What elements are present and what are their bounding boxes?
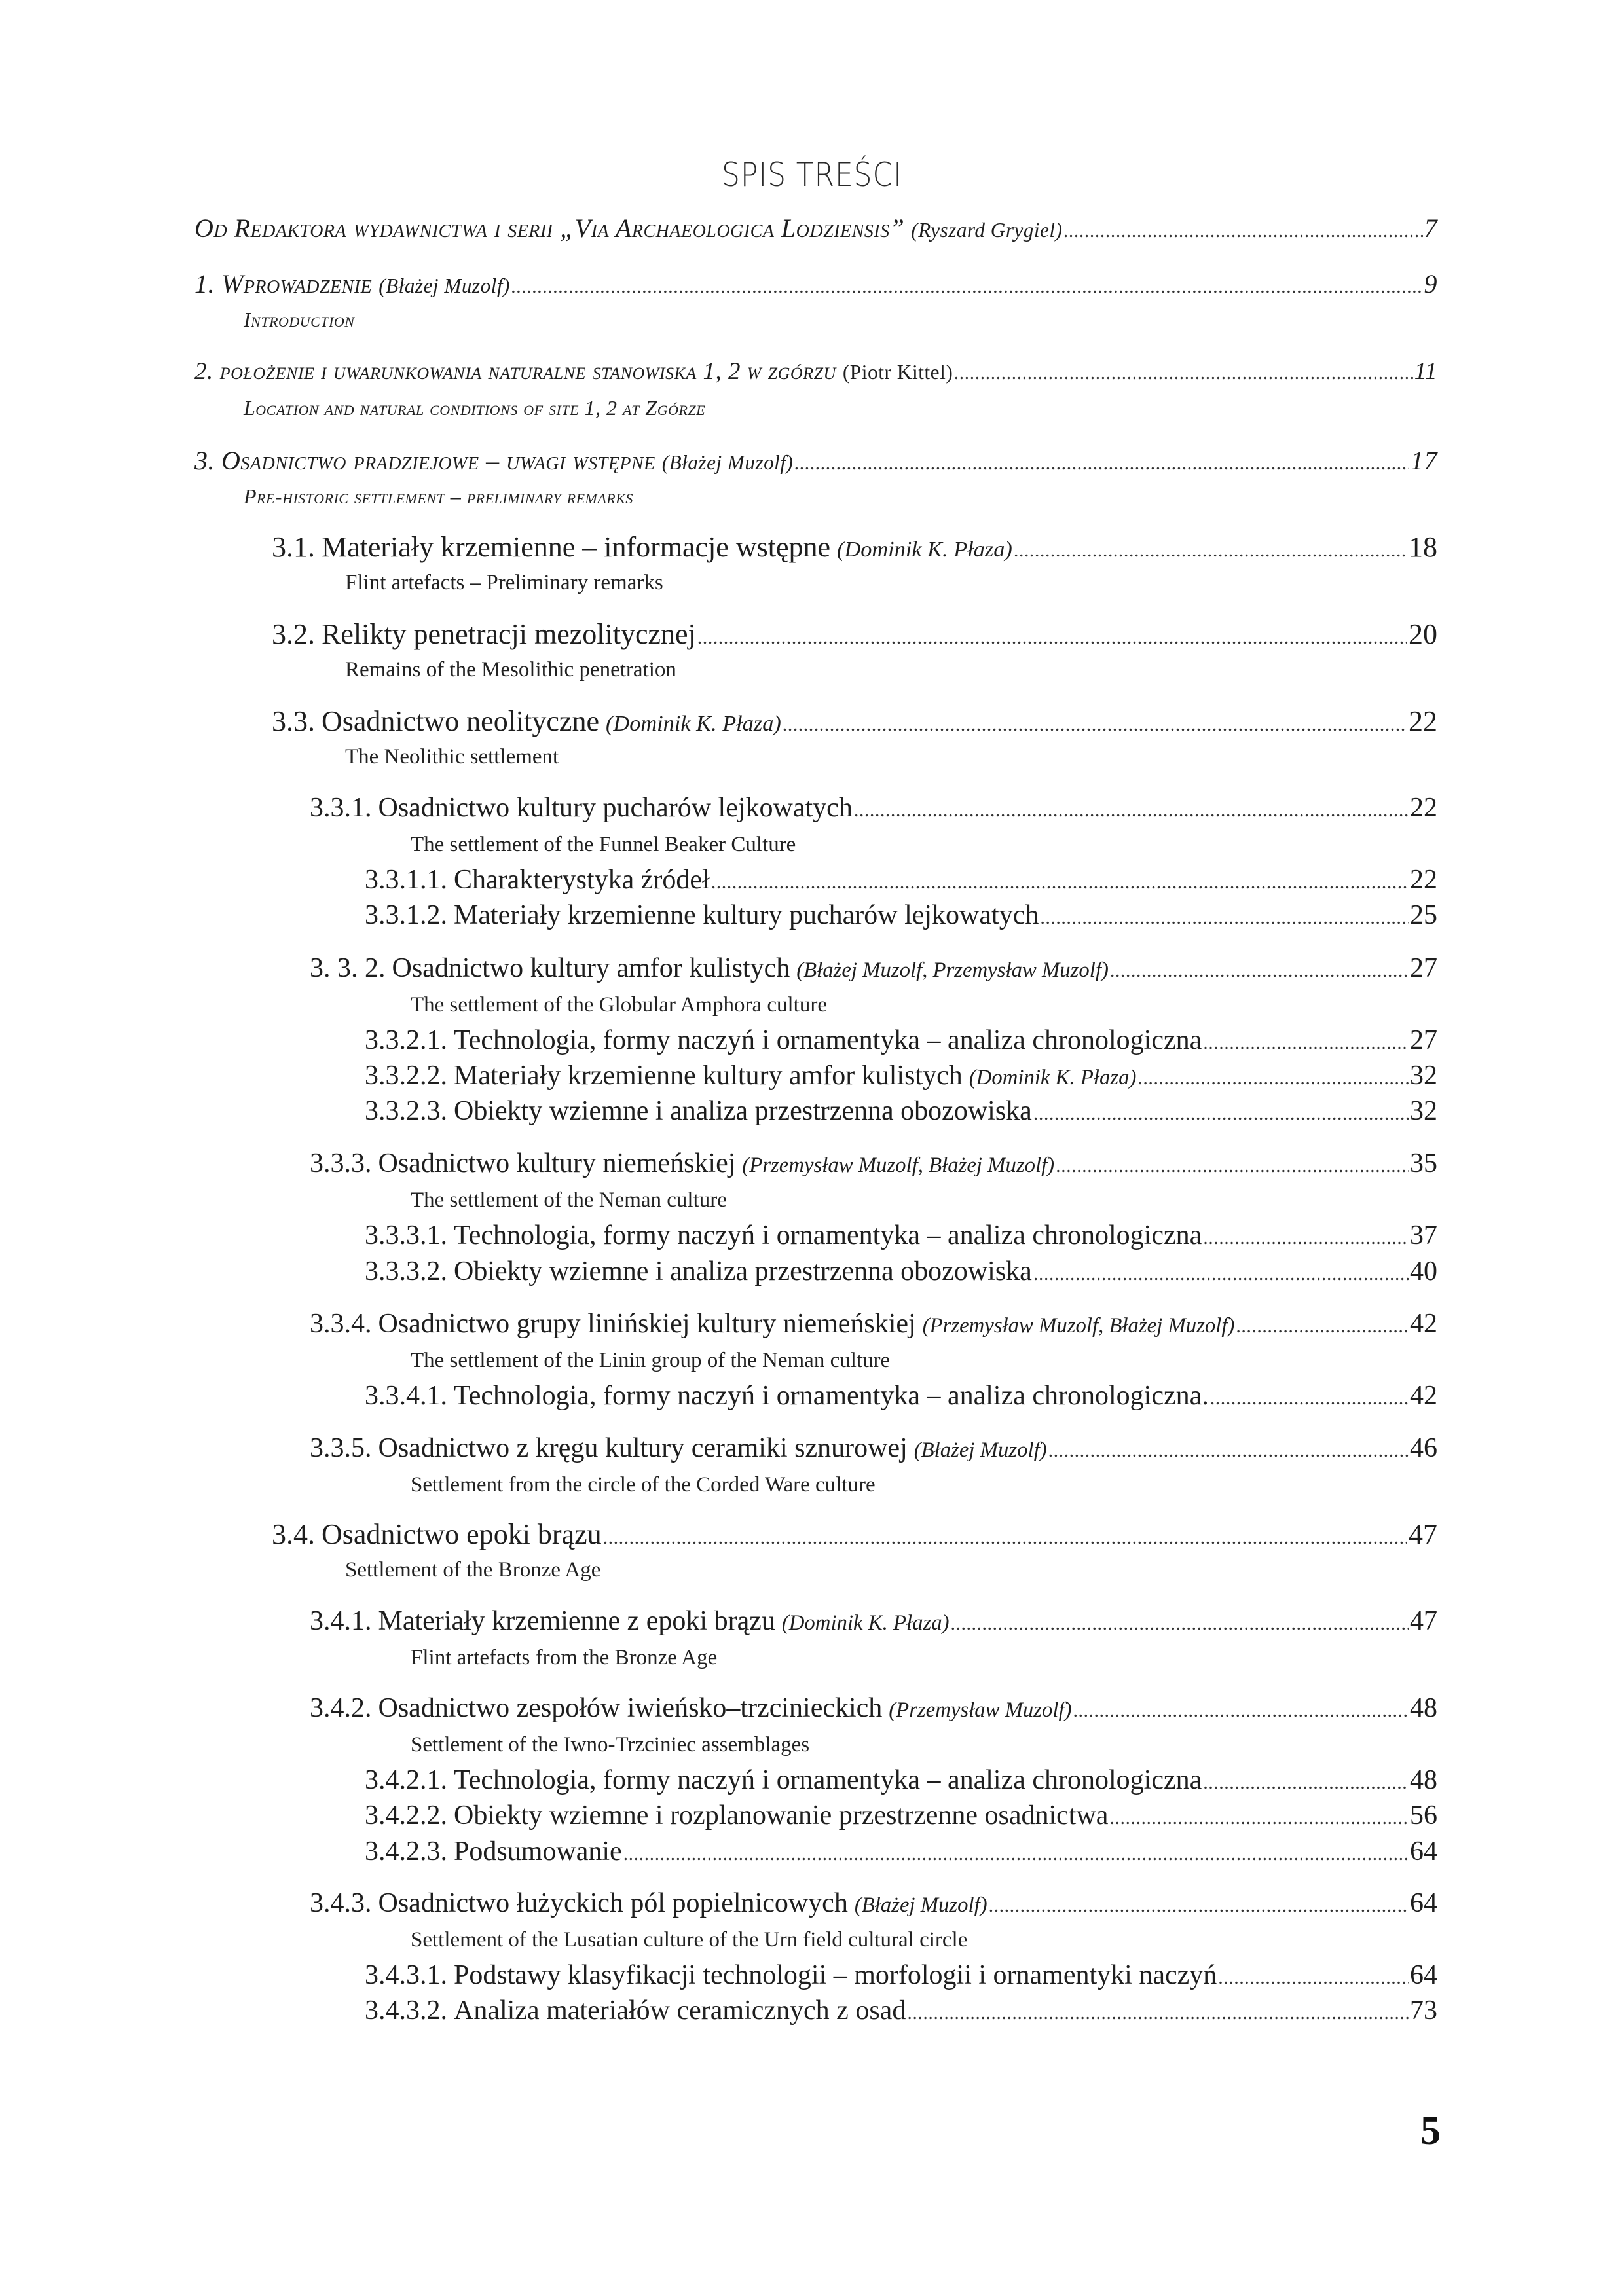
dot-leader: [1203, 1772, 1409, 1794]
entry-number: 3.4.2.2.: [365, 1800, 447, 1831]
toc-line[interactable]: [310, 792, 1437, 824]
entry-subtitle: Settlement from the circle of the Corded Ware culture: [411, 1473, 876, 1497]
dot-leader: [854, 799, 1409, 822]
entry-author: (Błażej Muzolf): [913, 1438, 1047, 1462]
entry-number: 3.3.1.1.: [365, 865, 447, 895]
entry-page[interactable]: 22: [1410, 865, 1437, 895]
entry-page[interactable]: 7: [1424, 213, 1437, 243]
entry-number: 2.: [194, 358, 213, 385]
toc-line[interactable]: [194, 445, 1437, 476]
entry-page[interactable]: 9: [1424, 269, 1437, 299]
entry-number: 3.3.3.: [310, 1148, 372, 1178]
entry-page[interactable]: 47: [1410, 1606, 1437, 1636]
entry-subtitle: The settlement of the Funnel Beaker Culture: [411, 833, 796, 856]
entry-page[interactable]: 47: [1409, 1518, 1437, 1550]
entry-number: 3.: [194, 446, 215, 475]
toc-entry[interactable]: [0, 1605, 1624, 1645]
entry-page[interactable]: 40: [1410, 1256, 1437, 1286]
entry-author: (Dominik K. Płaza): [781, 1611, 950, 1635]
entry-page[interactable]: 22: [1409, 705, 1437, 737]
entry-author: (Błażej Muzolf): [661, 451, 794, 474]
dot-leader: [950, 1613, 1409, 1635]
page-number: 5: [1420, 2109, 1441, 2153]
entry-page[interactable]: 64: [1410, 1888, 1437, 1918]
entry-title[interactable]: Podstawy klasyfikacji technologii – morfologii i ornamentyki naczyń: [454, 1960, 1217, 1990]
entry-page[interactable]: 25: [1410, 900, 1437, 930]
entry-number: 3.3.4.1.: [365, 1381, 447, 1411]
toc-entry[interactable]: [0, 1308, 1624, 1347]
entry-author: (Dominik K. Płaza): [969, 1066, 1137, 1089]
entry-subtitle: The settlement of the Globular Amphora culture: [411, 993, 827, 1017]
entry-title[interactable]: Obiekty wziemne i analiza przestrzenna obozowiska: [454, 1256, 1032, 1286]
entry-page[interactable]: 11: [1414, 358, 1437, 385]
toc-line[interactable]: [194, 357, 1437, 386]
entry-title[interactable]: Materiały krzemienne kultury pucharów lejkowatych: [454, 900, 1039, 930]
toc-line[interactable]: [310, 953, 1437, 984]
entry-title[interactable]: Osadnictwo pradziejowe – uwagi wstępne: [221, 446, 655, 475]
dot-leader: [1109, 1807, 1409, 1829]
entry-title[interactable]: Osadnictwo kultury niemeńskiej: [378, 1148, 736, 1178]
dot-leader: [1040, 907, 1409, 929]
toc-entry[interactable]: [0, 1887, 1624, 1927]
dot-leader: [989, 1895, 1409, 1917]
toc-entry[interactable]: [0, 1380, 1624, 1419]
entry-author: (Przemysław Muzolf, Błażej Muzolf): [742, 1154, 1055, 1177]
dot-leader: [623, 1843, 1409, 1865]
entry-number: 3.3.1.2.: [365, 900, 447, 930]
entry-author: (Błażej Muzolf, Przemysław Muzolf): [796, 958, 1109, 982]
dot-leader: [1137, 1067, 1409, 1089]
entry-title[interactable]: Osadnictwo grupy linińskiej kultury niemeńskiej: [378, 1309, 916, 1339]
toc-entry[interactable]: [0, 1060, 1624, 1099]
page-title: SPIS TREŚCI: [722, 156, 902, 194]
entry-author: (Dominik K. Płaza): [605, 711, 781, 736]
toc-line[interactable]: [272, 704, 1437, 738]
entry-title[interactable]: Osadnictwo zespołów iwieńsko–trzcinieckich: [378, 1693, 883, 1723]
toc-line[interactable]: [365, 900, 1437, 931]
dot-leader: [1063, 220, 1422, 242]
dot-leader: [907, 2002, 1409, 2024]
entry-page[interactable]: 64: [1410, 1960, 1437, 1990]
entry-page[interactable]: 27: [1410, 1025, 1437, 1055]
dot-leader: [1073, 1700, 1409, 1722]
entry-title[interactable]: Podsumowanie: [454, 1836, 622, 1867]
entry-number: 3.3.2.2.: [365, 1061, 447, 1091]
entry-title[interactable]: Relikty penetracji mezolitycznej: [322, 618, 696, 650]
entry-subtitle: Flint artefacts from the Bronze Age: [411, 1646, 718, 1669]
entry-number: 3.3.4.: [310, 1309, 372, 1339]
entry-number: 3.4.2.3.: [365, 1836, 447, 1867]
dot-leader: [1033, 1102, 1409, 1125]
dot-leader: [1236, 1315, 1409, 1338]
entry-subtitle: Location and natural conditions of site 1, 2 at Zgórze: [244, 396, 706, 420]
toc-line[interactable]: [365, 1256, 1437, 1287]
toc-entry[interactable]: [0, 864, 1624, 903]
toc-entry[interactable]: [0, 1220, 1624, 1259]
toc-line[interactable]: [194, 213, 1437, 244]
entry-title[interactable]: Obiekty wziemne i rozplanowanie przestrzenne osadnictwa: [454, 1800, 1109, 1831]
entry-subtitle: Introduction: [244, 308, 355, 331]
entry-page[interactable]: 20: [1409, 618, 1437, 650]
entry-title[interactable]: Technologia, formy naczyń i ornamentyka – analiza chronologiczna.: [454, 1381, 1209, 1411]
dot-leader: [1110, 960, 1409, 982]
dot-leader: [783, 714, 1407, 736]
dot-leader: [511, 276, 1423, 298]
toc-line[interactable]: [365, 1095, 1437, 1127]
toc-entry[interactable]: [0, 1692, 1624, 1732]
entry-author: (Błażej Muzolf): [854, 1893, 987, 1917]
entry-author: (Błażej Muzolf): [378, 274, 510, 297]
entry-author: (Dominik K. Płaza): [837, 537, 1012, 562]
entry-number: 3.1.: [272, 531, 315, 563]
entry-page[interactable]: 35: [1410, 1148, 1437, 1178]
entry-page[interactable]: 56: [1410, 1800, 1437, 1831]
entry-subtitle: Settlement of the Iwno-Trzciniec assemblages: [411, 1733, 810, 1757]
toc-line[interactable]: [365, 1220, 1437, 1251]
toc-entry[interactable]: [0, 357, 1624, 397]
toc-entry[interactable]: [0, 1256, 1624, 1295]
entry-title[interactable]: Osadnictwo łużyckich pól popielnicowych: [378, 1888, 848, 1918]
entry-page[interactable]: 46: [1410, 1433, 1437, 1463]
dot-leader: [954, 362, 1412, 384]
entry-title[interactable]: Obiekty wziemne i analiza przestrzenna obozowiska: [454, 1096, 1032, 1126]
toc-entry[interactable]: [0, 1025, 1624, 1064]
entry-subtitle: Flint artefacts – Preliminary remarks: [345, 571, 663, 594]
toc-entry[interactable]: [0, 213, 1624, 252]
toc-entry[interactable]: [0, 1148, 1624, 1187]
toc-line[interactable]: [365, 1060, 1437, 1091]
toc-entry[interactable]: [0, 1432, 1624, 1472]
toc-entry[interactable]: [0, 1800, 1624, 1839]
toc-entry[interactable]: [0, 1764, 1624, 1804]
entry-title[interactable]: Materiały krzemienne – informacje wstępne: [322, 531, 831, 563]
entry-number: 3.3.2.3.: [365, 1096, 447, 1126]
dot-leader: [1048, 1440, 1409, 1462]
toc-line[interactable]: [272, 617, 1437, 651]
entry-title[interactable]: Technologia, formy naczyń i ornamentyka – analiza chronologiczna: [454, 1025, 1202, 1055]
toc-line[interactable]: [310, 1887, 1437, 1919]
entry-title[interactable]: Materiały krzemienne z epoki brązu: [378, 1606, 775, 1636]
entry-number: 3. 3. 2.: [310, 953, 386, 983]
toc-line[interactable]: [310, 1605, 1437, 1637]
entry-title[interactable]: Osadnictwo z kręgu kultury ceramiki sznurowej: [378, 1433, 908, 1463]
entry-page[interactable]: 18: [1409, 531, 1437, 563]
entry-title[interactable]: Charakterystyka źródeł: [454, 865, 710, 895]
entry-number: 3.3.5.: [310, 1433, 372, 1463]
dot-leader: [1203, 1032, 1409, 1054]
entry-number: 1.: [194, 269, 215, 299]
toc-line[interactable]: [310, 1308, 1437, 1339]
entry-subtitle: The Neolithic settlement: [345, 745, 559, 769]
toc-line[interactable]: [365, 1836, 1437, 1867]
toc-line[interactable]: [272, 530, 1437, 564]
entry-author: (Przemysław Muzolf, Błażej Muzolf): [922, 1314, 1235, 1338]
entry-subtitle: Remains of the Mesolithic penetration: [345, 658, 676, 682]
entry-page[interactable]: 32: [1410, 1096, 1437, 1126]
dot-leader: [1056, 1155, 1409, 1177]
toc-line[interactable]: [272, 1518, 1437, 1551]
entry-page[interactable]: 48: [1410, 1765, 1437, 1795]
entry-page[interactable]: 37: [1410, 1220, 1437, 1250]
toc-entry[interactable]: [0, 530, 1624, 570]
entry-page[interactable]: 42: [1410, 1309, 1437, 1339]
entry-title[interactable]: Osadnictwo neolityczne: [322, 705, 599, 737]
entry-number: 3.4.: [272, 1518, 315, 1550]
dot-leader: [1210, 1387, 1409, 1410]
entry-number: 3.4.1.: [310, 1606, 372, 1636]
toc-entry[interactable]: [0, 1959, 1624, 1999]
toc-line[interactable]: [365, 864, 1437, 896]
entry-subtitle: Settlement of the Bronze Age: [345, 1558, 601, 1582]
entry-page[interactable]: 27: [1410, 953, 1437, 983]
entry-number: 3.4.2.1.: [365, 1765, 447, 1795]
entry-page[interactable]: 22: [1410, 793, 1437, 823]
entry-title[interactable]: położenie i uwarunkowania naturalne stanowiska 1, 2 w zgórzu: [219, 358, 836, 385]
toc-line[interactable]: [310, 1148, 1437, 1179]
entry-title[interactable]: Osadnictwo kultury amfor kulistych: [392, 953, 790, 983]
entry-page[interactable]: 73: [1410, 1995, 1437, 2026]
dot-leader: [794, 452, 1409, 475]
entry-title[interactable]: Osadnictwo epoki brązu: [322, 1518, 602, 1550]
entry-number: 3.4.3.2.: [365, 1995, 447, 2026]
entry-title[interactable]: Technologia, formy naczyń i ornamentyka – analiza chronologiczna: [454, 1765, 1202, 1795]
toc-line[interactable]: [365, 1959, 1437, 1991]
entry-author: (Piotr Kittel): [842, 361, 953, 384]
entry-title[interactable]: Analiza materiałów ceramicznych z osad: [454, 1995, 906, 2026]
toc-entry[interactable]: [0, 1518, 1624, 1557]
entry-title[interactable]: Materiały krzemienne kultury amfor kulistych: [454, 1061, 963, 1091]
toc-entry[interactable]: [0, 900, 1624, 939]
entry-subtitle: Settlement of the Lusatian culture of the Urn field cultural circle: [411, 1928, 968, 1952]
entry-number: 3.4.2.: [310, 1693, 372, 1723]
entry-subtitle: Pre-historic settlement – preliminary remarks: [244, 484, 633, 508]
entry-page[interactable]: 32: [1410, 1061, 1437, 1091]
toc-line[interactable]: [194, 268, 1437, 299]
entry-page[interactable]: 48: [1410, 1693, 1437, 1723]
toc-entry[interactable]: [0, 1836, 1624, 1875]
toc-entry[interactable]: [0, 704, 1624, 744]
toc-line[interactable]: [365, 1764, 1437, 1796]
dot-leader: [1014, 539, 1407, 562]
toc-entry[interactable]: [0, 1995, 1624, 2034]
toc-entry[interactable]: [0, 1095, 1624, 1135]
dot-leader: [711, 871, 1409, 894]
entry-page[interactable]: 17: [1411, 446, 1437, 475]
toc-line[interactable]: [365, 1025, 1437, 1056]
entry-title[interactable]: Wprowadzenie: [221, 269, 373, 299]
toc-line[interactable]: [310, 1432, 1437, 1464]
entry-title[interactable]: Od Redaktora wydawnictwa i serii „Via Archaeologica Lodziensis”: [194, 213, 905, 243]
toc-entry[interactable]: [0, 445, 1624, 484]
toc-line[interactable]: [365, 1380, 1437, 1412]
dot-leader: [1033, 1263, 1409, 1285]
toc-line[interactable]: [365, 1995, 1437, 2026]
dot-leader: [1218, 1967, 1409, 1989]
entry-page[interactable]: 42: [1410, 1381, 1437, 1411]
entry-subtitle: The settlement of the Neman culture: [411, 1188, 727, 1212]
entry-number: 3.3.3.1.: [365, 1220, 447, 1250]
entry-number: 3.3.2.1.: [365, 1025, 447, 1055]
entry-number: 3.4.3.1.: [365, 1960, 447, 1990]
toc-line[interactable]: [310, 1692, 1437, 1724]
entry-number: 3.3.1.: [310, 793, 372, 823]
toc-entry[interactable]: [0, 953, 1624, 992]
entry-author: (Przemysław Muzolf): [889, 1698, 1072, 1722]
entry-number: 3.4.3.: [310, 1888, 372, 1918]
entry-author: (Ryszard Grygiel): [911, 219, 1063, 242]
toc-entry[interactable]: [0, 268, 1624, 308]
dot-leader: [1203, 1227, 1409, 1249]
entry-subtitle: The settlement of the Linin group of the Neman culture: [411, 1349, 891, 1372]
toc-entry[interactable]: [0, 792, 1624, 831]
toc-entry[interactable]: [0, 617, 1624, 657]
toc-line[interactable]: [365, 1800, 1437, 1831]
entry-number: 3.2.: [272, 618, 315, 650]
entry-number: 3.3.3.2.: [365, 1256, 447, 1286]
entry-title[interactable]: Technologia, formy naczyń i ornamentyka – analiza chronologiczna: [454, 1220, 1202, 1250]
dot-leader: [697, 627, 1407, 649]
entry-page[interactable]: 64: [1410, 1836, 1437, 1867]
dot-leader: [603, 1527, 1407, 1549]
entry-number: 3.3.: [272, 705, 315, 737]
entry-title[interactable]: Osadnictwo kultury pucharów lejkowatych: [378, 793, 853, 823]
